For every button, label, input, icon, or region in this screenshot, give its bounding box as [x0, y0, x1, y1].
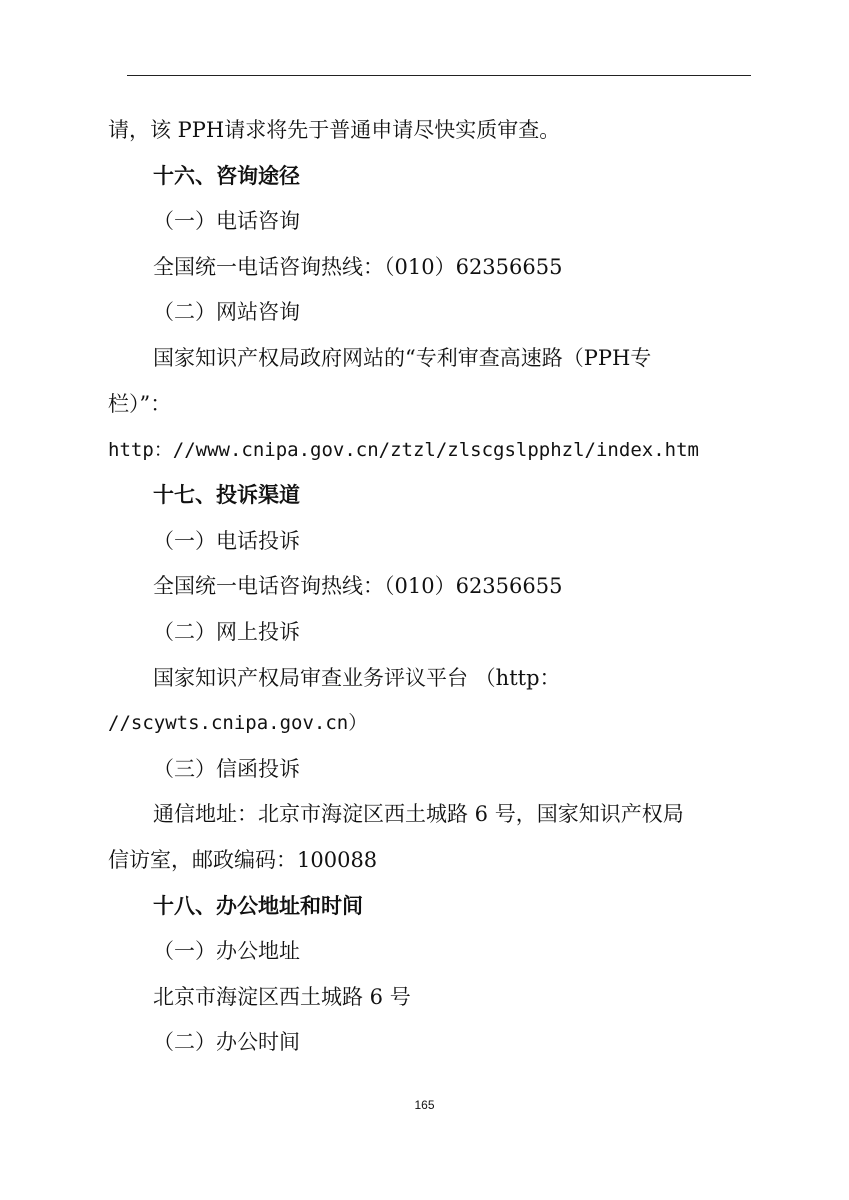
subsection-heading: （一）电话咨询 — [153, 209, 300, 233]
paragraph-line: 全国统一电话咨询热线：（010）62356655 — [153, 574, 563, 598]
paragraph-line: 通信地址：北京市海淀区西土城路 6 号，国家知识产权局 — [153, 802, 684, 826]
paragraph-line: 信访室，邮政编码：100088 — [108, 848, 378, 872]
section-heading-16: 十六、咨询途径 — [153, 164, 300, 188]
paragraph-line: 栏）”： — [108, 392, 172, 416]
subsection-heading: （三）信函投诉 — [153, 757, 300, 781]
url-text: //scywts.cnipa.gov.cn） — [108, 712, 368, 734]
paragraph-line: 国家知识产权局政府网站的“专利审查高速路（PPH专 — [153, 346, 652, 370]
header-rule — [127, 75, 751, 76]
subsection-heading: （二）网站咨询 — [153, 300, 300, 324]
section-heading-17: 十七、投诉渠道 — [153, 483, 300, 507]
section-heading-18: 十八、办公地址和时间 — [153, 894, 363, 918]
url-text: http：//www.cnipa.gov.cn/ztzl/zlscgslpphzl/index.htm — [108, 439, 699, 461]
subsection-heading: （一）电话投诉 — [153, 529, 300, 553]
subsection-heading: （二）办公时间 — [153, 1030, 300, 1054]
paragraph-line: 请，该 PPH请求将先于普通申请尽快实质审查。 — [108, 118, 561, 142]
paragraph-line: 全国统一电话咨询热线：（010）62356655 — [153, 255, 563, 279]
page-number: 165 — [414, 1098, 435, 1112]
paragraph-line: 北京市海淀区西土城路 6 号 — [153, 985, 411, 1009]
subsection-heading: （二）网上投诉 — [153, 620, 300, 644]
subsection-heading: （一）办公地址 — [153, 939, 300, 963]
paragraph-line: 国家知识产权局审查业务评议平台 （http： — [153, 666, 561, 690]
